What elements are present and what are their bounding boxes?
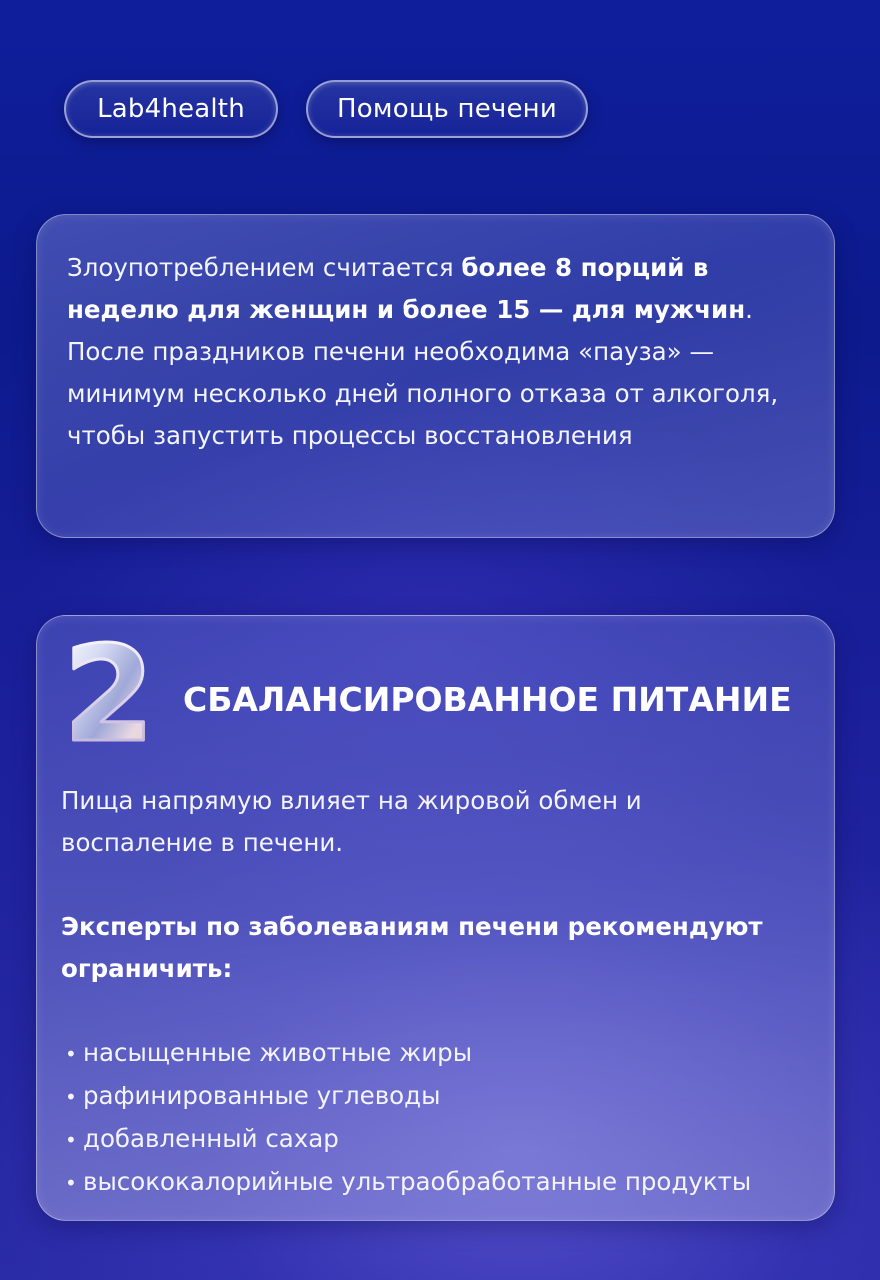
nutrition-intro: Пища напрямую влияет на жировой обмен и воспаление в печени. bbox=[61, 786, 642, 857]
alcohol-info-card bbox=[36, 214, 835, 538]
list-item-text: насыщенные животные жиры bbox=[83, 1038, 473, 1067]
number-two-glyph: 2 bbox=[63, 628, 155, 758]
list-item-text: высококалорийные ультраобработанные продукты bbox=[83, 1167, 752, 1196]
tag-label: Помощь печени bbox=[337, 94, 557, 124]
list-item bbox=[65, 1118, 751, 1161]
tag-liver-help[interactable] bbox=[306, 80, 588, 138]
bullet-icon: • bbox=[65, 1171, 77, 1195]
number-two-icon bbox=[59, 628, 159, 758]
balanced-nutrition-card bbox=[36, 615, 835, 1221]
alcohol-info-text bbox=[67, 247, 807, 457]
text-regular: . После праздников печени необходима «пауза» — минимум несколько дней полного отказа от алкоголя, чтобы запустить процессы восстановления bbox=[67, 295, 779, 450]
tag-lab4health[interactable] bbox=[64, 80, 278, 138]
text-regular: Злоупотреблением считается bbox=[67, 253, 462, 282]
list-item bbox=[65, 1161, 751, 1204]
list-item-text: рафинированные углеводы bbox=[83, 1081, 441, 1110]
bullet-icon: • bbox=[65, 1085, 77, 1109]
text-bold-highlight: более 8 порций в неделю для женщин и более 15 — для мужчин bbox=[67, 253, 746, 324]
list-item-text: добавленный сахар bbox=[83, 1124, 339, 1153]
experts-recommendation: Эксперты по заболеваниям печени рекомендуют ограничить: bbox=[61, 912, 763, 983]
list-item bbox=[65, 1075, 751, 1118]
tag-label: Lab4health bbox=[97, 94, 245, 124]
bullet-icon: • bbox=[65, 1042, 77, 1066]
bullet-icon: • bbox=[65, 1128, 77, 1152]
list-item bbox=[65, 1032, 751, 1075]
section-title: СБАЛАНСИРОВАННОЕ ПИТАНИЕ bbox=[183, 680, 792, 719]
limit-list bbox=[65, 1032, 751, 1204]
